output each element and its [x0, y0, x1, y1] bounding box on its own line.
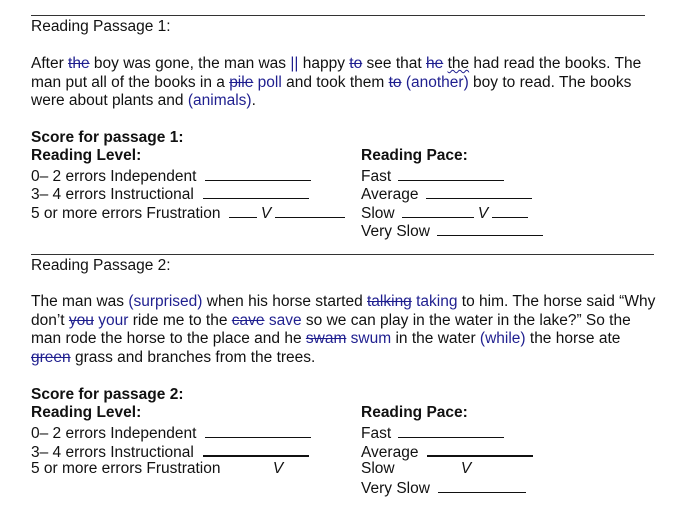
level-blank[interactable] [203, 184, 309, 199]
passage1-text [31, 55, 656, 111]
passage-text: happy [298, 55, 350, 72]
passage-text: when his horse started [202, 293, 367, 310]
reversed-word: the [447, 55, 470, 72]
omitted-word: to [349, 55, 363, 72]
score2-title: Score for passage 2: [31, 386, 184, 403]
omitted-word: swam [305, 330, 347, 347]
level-frustration-row [31, 203, 345, 222]
passage-text: and took them [281, 73, 389, 91]
pace-label: Very Slow [361, 223, 430, 240]
reading-pace-1 [361, 147, 543, 240]
pace-label: Average [361, 186, 419, 203]
reader-correction: save [264, 311, 302, 329]
reader-correction: (animals) [187, 92, 252, 109]
pace-blank[interactable] [438, 478, 526, 493]
passage-text: . [251, 92, 256, 109]
reader-correction: (surprised) [128, 293, 203, 310]
reading-level-title: Reading Level: [31, 404, 142, 421]
reader-correction: swum [346, 330, 392, 347]
pace-slow-row [361, 203, 543, 222]
pace-blank[interactable] [427, 441, 533, 457]
pace-blank[interactable] [426, 184, 532, 199]
pace-veryslow-row [361, 221, 543, 240]
omitted-word: talking [367, 293, 412, 310]
reader-correction: || [290, 55, 299, 72]
reading-level-2 [31, 404, 311, 478]
omitted-word: cave [231, 311, 265, 329]
level-blank[interactable] [205, 166, 311, 181]
pace-label: Fast [361, 424, 392, 442]
omitted-word: the [68, 55, 90, 72]
level-label: 5 or more errors Frustration [31, 204, 221, 222]
score1-title: Score for passage 1: [31, 129, 184, 146]
pace-label: Fast [361, 167, 392, 185]
top-divider [31, 15, 645, 16]
level-blank[interactable] [205, 423, 311, 438]
pace-average-row [361, 441, 533, 460]
level-label: 3– 4 errors Instructional [31, 444, 194, 461]
level-frustration-row [31, 460, 311, 479]
pace-blank[interactable] [437, 221, 543, 236]
reading-pace-title: Reading Pace: [361, 147, 468, 164]
omitted-word: you [68, 311, 94, 329]
pace-check-mark: V [477, 204, 489, 222]
omitted-word: green [31, 348, 71, 366]
level-blank[interactable] [229, 203, 257, 218]
pace-slow-row [361, 460, 533, 479]
pace-blank[interactable] [402, 203, 474, 218]
passage-text: grass and branches from the trees. [70, 348, 316, 366]
passage-text: The man was [31, 293, 129, 310]
reader-correction: poll [253, 73, 282, 91]
passage2-title: Reading Passage 2: [31, 257, 171, 274]
pace-label: Slow [361, 459, 395, 477]
level-independent-row [31, 423, 311, 442]
pace-blank[interactable] [492, 203, 528, 218]
passage-text: ride me to the [128, 311, 232, 329]
omitted-word: pile [229, 73, 254, 91]
pace-fast-row [361, 423, 533, 442]
level-label: 3– 4 errors Instructional [31, 186, 194, 203]
pace-check-mark: V [460, 459, 472, 477]
pace-average-row [361, 184, 543, 203]
reader-correction: (another) [401, 73, 469, 91]
level-label: 0– 2 errors Independent [31, 424, 197, 442]
level-blank[interactable] [275, 203, 345, 218]
level-label: 5 or more errors Frustration [31, 459, 221, 477]
level-blank[interactable] [203, 441, 309, 457]
reading-level-title: Reading Level: [31, 147, 142, 164]
level-instructional-row [31, 184, 345, 203]
omitted-word: he [426, 55, 444, 72]
level-check-mark: V [260, 204, 272, 222]
pace-blank[interactable] [398, 423, 504, 438]
pace-label: Slow [361, 204, 395, 222]
middle-divider [31, 254, 654, 255]
reader-correction: taking [411, 293, 458, 310]
reader-correction: (while) [479, 330, 526, 347]
reading-level-1 [31, 147, 345, 221]
passage-text: so we can play in the water in the lake?” So the man rode the horse to the place and he [31, 311, 631, 347]
pace-label: Average [361, 444, 419, 461]
passage-text: had read the books. The man put all of the books in a [31, 55, 642, 91]
level-independent-row [31, 166, 345, 185]
passage-text: the horse ate [525, 330, 621, 347]
pace-fast-row [361, 166, 543, 185]
level-instructional-row [31, 441, 311, 460]
reading-pace-title: Reading Pace: [361, 404, 468, 421]
level-check-mark: V [272, 459, 284, 477]
reading-pace-2 [361, 404, 533, 497]
pace-veryslow-row [361, 478, 533, 497]
pace-blank[interactable] [398, 166, 504, 181]
passage2-text [31, 293, 656, 367]
level-label: 0– 2 errors Independent [31, 167, 197, 185]
passage-text: boy was gone, the man was [89, 55, 291, 72]
passage-text: see that [362, 55, 426, 72]
passage-text: in the water [391, 330, 480, 347]
omitted-word: to [388, 73, 402, 91]
passage-text: boy to read. The books were about plants and [31, 73, 632, 109]
passage-text: After [31, 55, 69, 72]
reader-correction: your [93, 311, 129, 329]
passage1-title: Reading Passage 1: [31, 18, 171, 35]
passage-text: to him. The horse said “Why don’t [31, 293, 656, 329]
pace-label: Very Slow [361, 480, 430, 497]
